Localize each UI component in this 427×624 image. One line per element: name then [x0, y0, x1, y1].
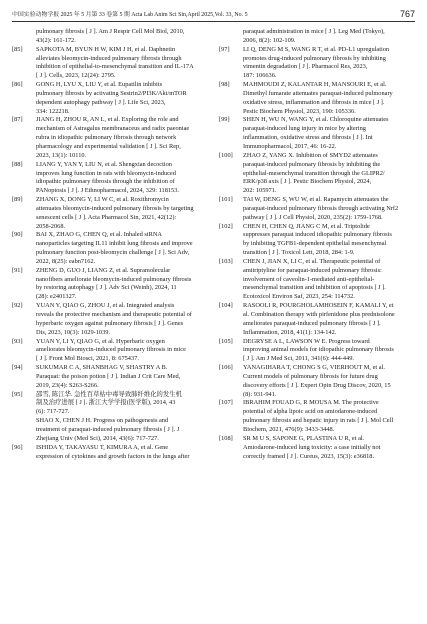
reference-text — [243, 302, 415, 337]
reference-line: YUAN Y, QIAO G, ZHOU J, et al. Integrated analysis — [36, 302, 175, 310]
reference-entry — [12, 231, 208, 266]
reference-number: [103] — [219, 257, 233, 265]
reference-text — [36, 338, 208, 365]
reference-entry — [12, 338, 208, 365]
journal-citation-header: 中国实验动物学报 2025 年 5 月第 33 卷第 5 期 Acta Lab Anim Sci Sin,April 2025,Vol. 33, No. 5 — [12, 12, 248, 19]
reference-line: 邵雪, 陈江华. 急性百草枯中毒导致肺纤维化的发生机 — [36, 390, 182, 398]
reference-line: epithelial-mesenchymal transition through the GLIPR2/ — [243, 169, 385, 177]
reference-number: [85] — [12, 45, 23, 53]
reference-text — [36, 364, 208, 391]
reference-line: 2006, 8(2): 102-109. — [243, 36, 296, 44]
left-column — [12, 28, 208, 461]
reference-line: 2058-2068. — [36, 222, 66, 230]
reference-text — [243, 81, 415, 116]
reference-text — [243, 364, 415, 399]
reference-line: Pestic Biochem Physiol, 2023, 190: 105336. — [243, 107, 356, 115]
reference-number: [104] — [219, 302, 233, 310]
reference-number: [108] — [219, 434, 233, 442]
reference-number: [99] — [219, 116, 230, 124]
reference-line: attenuates bleomycin-induced pulmonary fibrosis by targeting — [36, 204, 194, 212]
reference-line: rubra in idiopathic pulmonary fibrosis through network — [36, 134, 177, 142]
reference-line: SHEN H, WU N, WANG Y, et al. Chloroquine attenuates — [243, 116, 389, 124]
reference-number: [88] — [12, 160, 23, 168]
reference-continuation — [12, 28, 208, 46]
reference-line: nanofibers ameliorate bleomycin-induced pulmonary fibrosis — [36, 275, 192, 283]
reference-line: nanoparticles targeting IL11 inhibit lung fibrosis and improve — [36, 240, 193, 248]
reference-line: pathway [ J ]. J Cell Physiol, 2020, 235(2): 1759-1768. — [243, 213, 383, 221]
reference-line: GONG H, LYU X, LIU Y, et al. Eupatilin inhibits — [36, 81, 163, 89]
reference-number: [90] — [12, 231, 23, 239]
reference-line: 2023, 13(1): 10110. — [36, 151, 87, 159]
reference-line: dependent autophagy pathway [ J ]. Life Sci, 2023, — [36, 98, 166, 106]
reference-line: Dimethyl fumarate attenuates paraquat-induced pulmonary — [243, 89, 393, 97]
reference-line: SHAO X, CHEN J H. Progress on pathogenesis and — [36, 417, 169, 425]
reference-text — [243, 196, 415, 223]
reference-line: 制及治疗进展 [ J ]. 浙江大学学报(医学版), 2014, 43 — [36, 399, 176, 407]
reference-line: idiopathic pulmonary fibrosis through the inhibition of — [36, 178, 175, 186]
reference-number: [97] — [219, 45, 230, 53]
reference-entry — [12, 161, 208, 196]
reference-line: DEGRYSE A L, LAWSON W E. Progress toward — [243, 337, 370, 345]
reference-line: Current models of pulmonary fibrosis for future drug — [243, 372, 378, 380]
reference-line: Biochem, 2021, 476(9): 3433-3448. — [243, 425, 335, 433]
right-column — [219, 28, 415, 461]
reference-entry — [219, 364, 415, 399]
reference-line: 334: 122218. — [36, 107, 70, 115]
reference-line: mesenchymal transition and inhibition of apoptosis [ J ]. — [243, 284, 386, 292]
reference-entry — [219, 46, 415, 81]
reference-entry — [12, 81, 208, 116]
reference-line: paraquat administration in mice [ J ]. Leg Med (Tokyo), — [243, 28, 385, 35]
reference-entry — [219, 81, 415, 116]
reference-line: LIANG Y, YAN Y, LIU N, et al. Shengxian decoction — [36, 160, 172, 168]
reference-number: [91] — [12, 266, 23, 274]
reference-line: RASOOLI R, POURGHOLAMHOSEIN F, KAMALI Y, et — [243, 302, 394, 310]
reference-text — [243, 338, 415, 365]
reference-number: [96] — [12, 443, 23, 451]
reference-entry — [12, 116, 208, 160]
reference-line: pulmonary fibrosis and hepatic injury in rats [ J ]. Mol Cell — [243, 417, 394, 425]
reference-entry — [219, 152, 415, 196]
reference-line: 187: 106636. — [243, 72, 277, 80]
reference-text — [36, 231, 208, 266]
reference-line: pulmonary fibrosis by activating Sestrin2/PI3K/Akt/mTOR — [36, 89, 187, 97]
reference-line: ZHAO Z, YANG X. Inhibition of SMYD2 attenuates — [243, 151, 378, 159]
reference-line: Immunopharmacol, 2017, 46: 16-22. — [243, 142, 337, 150]
reference-number: [100] — [219, 151, 233, 159]
reference-line: Amiodarone-induced lung toxicity: a case initially not — [243, 443, 381, 451]
reference-text — [36, 116, 208, 160]
reference-number: [98] — [219, 81, 230, 89]
reference-line: involvement of caveolin-1-mediated anti-epithelial- — [243, 275, 375, 283]
reference-entry — [219, 223, 415, 258]
reference-line: mechanism of Astragalus membranaceus and radix paeoniae — [36, 125, 190, 133]
reference-text — [36, 161, 208, 196]
reference-line: by restoring autophagy [ J ]. Adv Sci (Weinh), 2024, 11 — [36, 284, 177, 292]
reference-line: improves lung function in rats with bleomycin-induced — [36, 169, 176, 177]
reference-line: 202: 105971. — [243, 187, 277, 195]
reference-line: TAI W, DENG S, WU W, et al. Rapamycin attenuates the — [243, 196, 389, 204]
reference-number: [101] — [219, 196, 233, 204]
reference-line: suppresses paraquat induced idiopathic pulmonary fibrosis — [243, 231, 392, 239]
reference-entry — [12, 444, 208, 462]
reference-line: pulmonary function post-bleomycin challenge [ J ]. Sci Adv, — [36, 249, 190, 257]
reference-line: vimentin degradation [ J ]. Pharmacol Res, 2023, — [243, 63, 368, 71]
reference-text — [36, 302, 208, 337]
reference-line: 2019, 23(4): S263-S266. — [36, 381, 99, 389]
reference-entry — [12, 267, 208, 302]
reference-line: (28): e2401327. — [36, 293, 77, 301]
reference-line: paraquat-induced pulmonary fibrosis through activating Nrf2 — [243, 204, 399, 212]
reference-line: inflammation, oxidative stress and fibrosis [ J ]. Int — [243, 134, 373, 142]
reference-line: correctly framed [ J ]. Cureus, 2023, 15(3): e36818. — [243, 452, 375, 460]
reference-line: [ J ]. Front Mol Biosci, 2021, 8: 675437. — [36, 355, 139, 363]
reference-line: YANAGIHARA T, CHONG S G, VIERHOUT M, et al. — [243, 364, 385, 372]
reference-number: [105] — [219, 337, 233, 345]
reference-continuation — [219, 28, 415, 46]
reference-line: expression of cytokines and growth factors in the lungs after — [36, 452, 190, 460]
reference-number: [89] — [12, 196, 23, 204]
reference-line: SUKUMAR C A, SHANBHAG V, SHASTRY A B. — [36, 364, 168, 372]
reference-entry — [12, 302, 208, 337]
reference-line: [ J ]. Cells, 2023, 12(24): 2795. — [36, 72, 116, 80]
reference-line: SAPKOTA M, BYUN H W, KIM J H, et al. Daphnetin — [36, 45, 176, 53]
reference-line: Paraquat: the poison potion [ J ]. Indian J Crit Care Med, — [36, 372, 181, 380]
reference-line: CHEN H, CHEN Q, JIANG C M, et al. Triptolide — [243, 222, 370, 230]
reference-number: [107] — [219, 399, 233, 407]
reference-line: discovery efforts [ J ]. Expert Opin Drug Discov, 2020, 15 — [243, 381, 391, 389]
reference-line: paraquat-induced pulmonary fibrosis by inhibiting the — [243, 160, 381, 168]
reference-entry — [219, 435, 415, 462]
reference-line: ERK/p38 axis [ J ]. Pestic Biochem Physiol, 2024, — [243, 178, 372, 186]
running-header — [12, 4, 415, 22]
reference-line: promotes drug-induced pulmonary fibrosis by inhibiting — [243, 54, 386, 62]
reference-text — [36, 81, 208, 116]
reference-line: ZHANG X, DONG Y, LI W C, et al. Roxithromycin — [36, 196, 169, 204]
reference-entry — [219, 258, 415, 302]
reference-line: by inhibiting TGFB1-dependent epithelial mesenchymal — [243, 240, 387, 248]
reference-line: potential of alpha lipoic acid on amiodarone-induced — [243, 408, 378, 416]
reference-line: transition [ J ]. Toxicol Lett, 2018, 284: 1-9. — [243, 249, 355, 257]
reference-line: Inflammation, 2018, 41(1): 134-142. — [243, 328, 337, 336]
reference-line: Dis, 2023, 10(3): 1029-1039. — [36, 328, 111, 336]
reference-text — [36, 391, 208, 444]
reference-number: [95] — [12, 390, 23, 398]
reference-line: senescent cells [ J ]. Acta Pharmacol Sin, 2021, 42(12): — [36, 213, 177, 221]
reference-text — [243, 116, 415, 151]
reference-line: (8): 931-941. — [243, 390, 277, 398]
reference-number: [87] — [12, 116, 23, 124]
reference-line: oxidative stress, inflammation and fibrosis in mice [ J ]. — [243, 98, 385, 106]
reference-line: ISHIDA Y, TAKAYASU T, KIMURA A, et al. Gene — [36, 443, 169, 451]
reference-text — [243, 223, 415, 258]
reference-line: ameliorates bleomycin-induced pulmonary fibrosis in mice — [36, 346, 186, 354]
reference-line: improving animal models for idiopathic pulmonary fibrosis — [243, 346, 394, 354]
reference-columns — [12, 28, 415, 461]
reference-line: pharmacology and experimental validation [ J ]. Sci Rep, — [36, 142, 181, 150]
reference-entry — [12, 46, 208, 81]
reference-line: al. Combination therapy with pirfenidone plus prednisolone — [243, 311, 395, 318]
reference-line: alleviates bleomycin-induced pulmonary fibrosis through — [36, 54, 182, 62]
reference-line: JIANG H, ZHOU R, AN L, et al. Exploring the role and — [36, 116, 179, 124]
reference-line: reveals the protective mechanism and therapeutic potential of — [36, 311, 192, 318]
reference-number: [86] — [12, 81, 23, 89]
reference-line: (6): 717-727. — [36, 408, 70, 416]
reference-line: paraquat-induced lung injury in mice by altering — [243, 125, 366, 133]
reference-line: MAHMOUDI Z, KALANTAR H, MANSOURI E, et al. — [243, 81, 387, 89]
reference-entry — [12, 196, 208, 231]
reference-entry — [219, 302, 415, 337]
reference-entry — [12, 364, 208, 391]
reference-text — [243, 258, 415, 302]
reference-number: [92] — [12, 302, 23, 310]
reference-entry — [219, 338, 415, 365]
reference-text — [243, 46, 415, 81]
reference-line: LI Q, DENG M S, WANG R T, et al. PD-L1 upregulation — [243, 45, 390, 53]
reference-line: Zhejiang Univ (Med Sci), 2014, 43(6): 717-727. — [36, 434, 159, 442]
reference-line: amitriptyline for paraquat-induced pulmonary fibrosis: — [243, 266, 382, 274]
reference-line: ZHENG D, GUO J, LIANG Z, et al. Supramolecular — [36, 266, 171, 274]
reference-line: 43(2): 161-172. — [36, 36, 76, 44]
reference-line: treatment of paraquat-induced pulmonary fibrosis [ J ]. J — [36, 425, 180, 433]
reference-text — [36, 46, 208, 81]
reference-line: inhibition of epithelial-to-mesenchymal transition and IL-17A — [36, 63, 194, 71]
reference-line: hyperbaric oxygen against pulmonary fibrosis [ J ]. Genes — [36, 319, 184, 327]
reference-line: pulmonary fibrosis [ J ]. Am J Respir Cell Mol Biol, 2010, — [36, 28, 185, 35]
reference-entry — [219, 116, 415, 151]
reference-number: [93] — [12, 337, 23, 345]
reference-text — [243, 399, 415, 434]
reference-line: YUAN Y, LI Y, QIAO G, et al. Hyperbaric oxygen — [36, 337, 165, 345]
reference-entry — [12, 391, 208, 444]
reference-line: ameliorates paraquat-induced pulmonary fibrosis [ J ]. — [243, 319, 381, 327]
reference-line: SR M U S, SAPONE G, PLASTINA U R, et al. — [243, 434, 365, 442]
reference-line: PANoptosis [ J ]. J Ethnopharmacol, 2024, 329: 118153. — [36, 187, 179, 195]
reference-text — [243, 152, 415, 196]
reference-line: [ J ]. Am J Med Sci, 2011, 341(6): 444-449. — [243, 355, 354, 363]
reference-text — [36, 267, 208, 302]
reference-entry — [219, 399, 415, 434]
reference-number: [106] — [219, 364, 233, 372]
reference-text — [36, 444, 208, 462]
reference-line: Ecotoxicol Environ Saf, 2023, 254: 114732. — [243, 293, 355, 301]
reference-line: BAI X, ZHAO G, CHEN Q, et al. Inhaled siRNA — [36, 231, 162, 239]
page-number: 767 — [399, 9, 415, 19]
reference-line: CHEN J, JIAN X, LI C, et al. Therapeutic potential of — [243, 257, 381, 265]
reference-line: 2022, 8(25): eabn7162. — [36, 257, 96, 265]
reference-text — [243, 435, 415, 462]
reference-number: [102] — [219, 222, 233, 230]
reference-number: [94] — [12, 364, 23, 372]
reference-entry — [219, 196, 415, 223]
reference-text — [36, 196, 208, 231]
reference-line: IBRAHIM FOUAD G, R MOUSA M. The protective — [243, 399, 379, 407]
